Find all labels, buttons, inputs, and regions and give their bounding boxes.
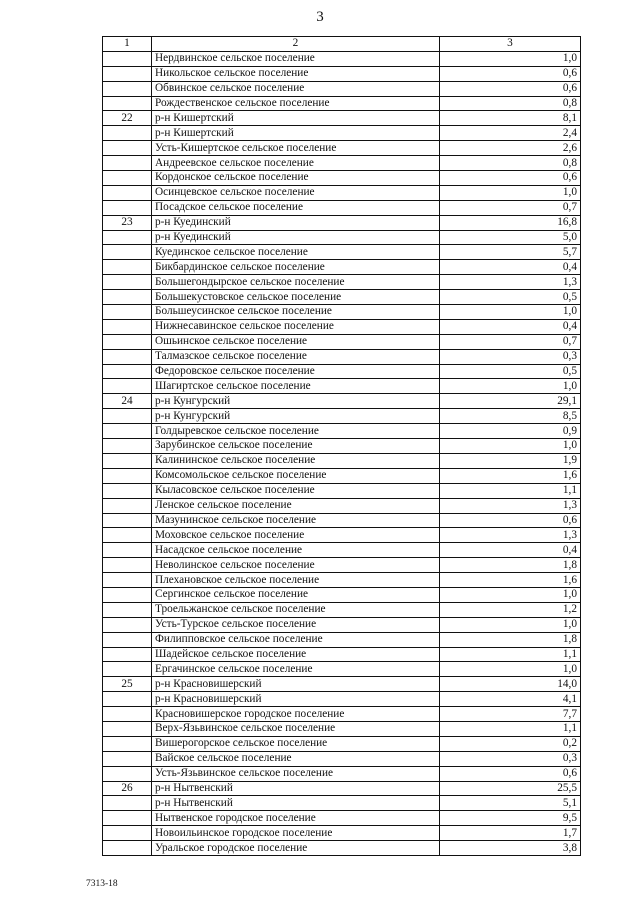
- row-value-cell: 1,0: [440, 587, 581, 602]
- header-col-3: 3: [440, 37, 581, 52]
- table-row: [103, 171, 581, 186]
- row-name-cell: Никольское сельское поселение: [152, 66, 440, 81]
- row-value-cell: 7,7: [440, 707, 581, 722]
- table-row: [103, 424, 581, 439]
- row-name-cell: Калининское сельское поселение: [152, 453, 440, 468]
- row-name-cell: Мазунинское сельское поселение: [152, 513, 440, 528]
- row-value-cell: 1,3: [440, 498, 581, 513]
- row-name-cell: р-н Кишертский: [152, 111, 440, 126]
- row-name-cell: р-н Нытвенский: [152, 781, 440, 796]
- table-row: [103, 200, 581, 215]
- row-value-cell: 0,3: [440, 349, 581, 364]
- row-value-cell: 5,1: [440, 796, 581, 811]
- row-name-cell: Филипповское сельское поселение: [152, 632, 440, 647]
- row-value-cell: 2,4: [440, 126, 581, 141]
- table-row: [103, 632, 581, 647]
- row-value-cell: 1,3: [440, 528, 581, 543]
- row-value-cell: 16,8: [440, 215, 581, 230]
- row-number-cell: 24: [103, 394, 152, 409]
- row-name-cell: Уральское городское поселение: [152, 841, 440, 856]
- row-number-cell: [103, 439, 152, 454]
- row-name-cell: Комсомольское сельское поселение: [152, 468, 440, 483]
- row-name-cell: Ленское сельское поселение: [152, 498, 440, 513]
- row-number-cell: [103, 766, 152, 781]
- row-number-cell: [103, 632, 152, 647]
- table-row: [103, 215, 581, 230]
- row-number-cell: [103, 81, 152, 96]
- row-number-cell: 22: [103, 111, 152, 126]
- row-name-cell: Талмазское сельское поселение: [152, 349, 440, 364]
- table-row: [103, 468, 581, 483]
- row-value-cell: 0,4: [440, 319, 581, 334]
- row-number-cell: [103, 751, 152, 766]
- row-name-cell: Новоильинское городское поселение: [152, 826, 440, 841]
- table-row: [103, 156, 581, 171]
- row-number-cell: [103, 453, 152, 468]
- row-value-cell: 0,5: [440, 364, 581, 379]
- row-number-cell: [103, 513, 152, 528]
- row-name-cell: Нижнесавинское сельское поселение: [152, 319, 440, 334]
- header-row: [103, 37, 581, 52]
- table-row: [103, 81, 581, 96]
- table-row: [103, 126, 581, 141]
- table-row: [103, 781, 581, 796]
- row-value-cell: 1,6: [440, 573, 581, 588]
- table-row: [103, 721, 581, 736]
- row-name-cell: Андреевское сельское поселение: [152, 156, 440, 171]
- row-number-cell: [103, 602, 152, 617]
- row-name-cell: Ошьинское сельское поселение: [152, 334, 440, 349]
- row-name-cell: Обвинское сельское поселение: [152, 81, 440, 96]
- table-row: [103, 439, 581, 454]
- row-name-cell: Кыласовское сельское поселение: [152, 483, 440, 498]
- row-number-cell: [103, 260, 152, 275]
- table-row: [103, 513, 581, 528]
- table-row: [103, 394, 581, 409]
- table-header: [103, 37, 581, 52]
- row-number-cell: [103, 156, 152, 171]
- row-name-cell: Вайское сельское поселение: [152, 751, 440, 766]
- row-name-cell: Верх-Язьвинское сельское поселение: [152, 721, 440, 736]
- row-value-cell: 1,0: [440, 379, 581, 394]
- row-name-cell: Шагиртское сельское поселение: [152, 379, 440, 394]
- row-number-cell: [103, 66, 152, 81]
- row-name-cell: Осинцевское сельское поселение: [152, 185, 440, 200]
- row-number-cell: [103, 662, 152, 677]
- table-row: [103, 379, 581, 394]
- row-number-cell: [103, 617, 152, 632]
- row-value-cell: 1,8: [440, 558, 581, 573]
- row-name-cell: Федоровское сельское поселение: [152, 364, 440, 379]
- row-name-cell: Красновишерское городское поселение: [152, 707, 440, 722]
- table-row: [103, 662, 581, 677]
- table-row: [103, 796, 581, 811]
- table-row: [103, 453, 581, 468]
- row-number-cell: [103, 468, 152, 483]
- table-row: [103, 141, 581, 156]
- row-value-cell: 0,2: [440, 736, 581, 751]
- row-number-cell: [103, 171, 152, 186]
- row-number-cell: [103, 126, 152, 141]
- row-name-cell: Усть-Кишертское сельское поселение: [152, 141, 440, 156]
- table-row: [103, 364, 581, 379]
- table-row: [103, 543, 581, 558]
- row-name-cell: Неволинское сельское поселение: [152, 558, 440, 573]
- table-row: [103, 334, 581, 349]
- row-name-cell: Моховское сельское поселение: [152, 528, 440, 543]
- row-name-cell: Насадское сельское поселение: [152, 543, 440, 558]
- row-value-cell: 1,7: [440, 826, 581, 841]
- header-col-1: 1: [103, 37, 152, 52]
- row-number-cell: [103, 379, 152, 394]
- row-value-cell: 0,7: [440, 334, 581, 349]
- row-number-cell: [103, 96, 152, 111]
- row-number-cell: [103, 51, 152, 66]
- row-number-cell: [103, 736, 152, 751]
- row-number-cell: [103, 230, 152, 245]
- row-number-cell: [103, 558, 152, 573]
- row-name-cell: Плехановское сельское поселение: [152, 573, 440, 588]
- row-name-cell: Бикбардинское сельское поселение: [152, 260, 440, 275]
- row-number-cell: [103, 587, 152, 602]
- row-number-cell: [103, 483, 152, 498]
- row-number-cell: [103, 796, 152, 811]
- row-name-cell: р-н Кишертский: [152, 126, 440, 141]
- row-number-cell: [103, 200, 152, 215]
- table-row: [103, 483, 581, 498]
- table-row: [103, 647, 581, 662]
- table-row: [103, 185, 581, 200]
- row-value-cell: 1,1: [440, 647, 581, 662]
- row-value-cell: 1,9: [440, 453, 581, 468]
- row-value-cell: 1,1: [440, 721, 581, 736]
- row-number-cell: [103, 185, 152, 200]
- table-row: [103, 692, 581, 707]
- row-number-cell: 25: [103, 677, 152, 692]
- table-row: [103, 66, 581, 81]
- table-body: [103, 51, 581, 855]
- table-row: [103, 826, 581, 841]
- row-number-cell: [103, 275, 152, 290]
- row-value-cell: 3,8: [440, 841, 581, 856]
- row-value-cell: 1,2: [440, 602, 581, 617]
- row-value-cell: 0,8: [440, 156, 581, 171]
- row-number-cell: [103, 409, 152, 424]
- row-value-cell: 1,0: [440, 305, 581, 320]
- table-row: [103, 558, 581, 573]
- row-value-cell: 0,6: [440, 66, 581, 81]
- row-number-cell: [103, 364, 152, 379]
- row-name-cell: Нытвенское городское поселение: [152, 811, 440, 826]
- row-value-cell: 29,1: [440, 394, 581, 409]
- table-row: [103, 602, 581, 617]
- row-name-cell: Сергинское сельское поселение: [152, 587, 440, 602]
- row-number-cell: [103, 528, 152, 543]
- row-value-cell: 1,0: [440, 439, 581, 454]
- row-name-cell: Кордонское сельское поселение: [152, 171, 440, 186]
- row-value-cell: 1,0: [440, 185, 581, 200]
- row-value-cell: 8,1: [440, 111, 581, 126]
- row-number-cell: [103, 573, 152, 588]
- table-row: [103, 245, 581, 260]
- row-value-cell: 0,6: [440, 171, 581, 186]
- table-row: [103, 96, 581, 111]
- table-row: [103, 573, 581, 588]
- row-value-cell: 1,3: [440, 275, 581, 290]
- row-name-cell: Большегондырское сельское поселение: [152, 275, 440, 290]
- row-name-cell: р-н Красновишерский: [152, 677, 440, 692]
- row-value-cell: 0,6: [440, 766, 581, 781]
- row-number-cell: 26: [103, 781, 152, 796]
- row-number-cell: [103, 543, 152, 558]
- row-value-cell: 1,8: [440, 632, 581, 647]
- row-value-cell: 14,0: [440, 677, 581, 692]
- page-number: 3: [316, 9, 324, 25]
- row-name-cell: р-н Красновишерский: [152, 692, 440, 707]
- row-value-cell: 0,4: [440, 543, 581, 558]
- row-name-cell: р-н Нытвенский: [152, 796, 440, 811]
- row-value-cell: 0,5: [440, 290, 581, 305]
- row-name-cell: Зарубинское сельское поселение: [152, 439, 440, 454]
- row-value-cell: 1,6: [440, 468, 581, 483]
- row-number-cell: [103, 424, 152, 439]
- row-name-cell: р-н Куединский: [152, 215, 440, 230]
- row-number-cell: [103, 245, 152, 260]
- row-value-cell: 0,3: [440, 751, 581, 766]
- row-number-cell: [103, 707, 152, 722]
- row-name-cell: Посадское сельское поселение: [152, 200, 440, 215]
- table-row: [103, 751, 581, 766]
- table-row: [103, 111, 581, 126]
- row-name-cell: Усть-Язьвинское сельское поселение: [152, 766, 440, 781]
- row-value-cell: 9,5: [440, 811, 581, 826]
- table-row: [103, 290, 581, 305]
- row-value-cell: 1,0: [440, 662, 581, 677]
- row-name-cell: Вишерогорское сельское поселение: [152, 736, 440, 751]
- row-number-cell: [103, 319, 152, 334]
- row-name-cell: Ергачинское сельское поселение: [152, 662, 440, 677]
- row-number-cell: 23: [103, 215, 152, 230]
- row-number-cell: [103, 290, 152, 305]
- row-number-cell: [103, 692, 152, 707]
- row-name-cell: Нердвинское сельское поселение: [152, 51, 440, 66]
- table-row: [103, 528, 581, 543]
- row-value-cell: 4,1: [440, 692, 581, 707]
- table-row: [103, 587, 581, 602]
- row-value-cell: 0,6: [440, 81, 581, 96]
- row-value-cell: 5,0: [440, 230, 581, 245]
- row-name-cell: Усть-Турское сельское поселение: [152, 617, 440, 632]
- row-name-cell: Голдыревское сельское поселение: [152, 424, 440, 439]
- table-row: [103, 319, 581, 334]
- row-name-cell: Троельжанское сельское поселение: [152, 602, 440, 617]
- table-row: [103, 498, 581, 513]
- row-number-cell: [103, 349, 152, 364]
- row-value-cell: 0,4: [440, 260, 581, 275]
- table-row: [103, 260, 581, 275]
- row-number-cell: [103, 647, 152, 662]
- row-name-cell: р-н Куединский: [152, 230, 440, 245]
- row-value-cell: 1,0: [440, 51, 581, 66]
- row-name-cell: Большеусинское сельское поселение: [152, 305, 440, 320]
- row-number-cell: [103, 305, 152, 320]
- row-name-cell: р-н Кунгурский: [152, 394, 440, 409]
- row-value-cell: 1,0: [440, 617, 581, 632]
- row-name-cell: Куединское сельское поселение: [152, 245, 440, 260]
- row-name-cell: Рождественское сельское поселение: [152, 96, 440, 111]
- table-row: [103, 617, 581, 632]
- row-value-cell: 0,8: [440, 96, 581, 111]
- row-number-cell: [103, 334, 152, 349]
- table-row: [103, 841, 581, 856]
- row-value-cell: 5,7: [440, 245, 581, 260]
- row-name-cell: Большекустовское сельское поселение: [152, 290, 440, 305]
- row-number-cell: [103, 498, 152, 513]
- table-row: [103, 275, 581, 290]
- table-row: [103, 677, 581, 692]
- allocation-table: [102, 36, 581, 856]
- row-value-cell: 2,6: [440, 141, 581, 156]
- row-number-cell: [103, 811, 152, 826]
- table-row: [103, 230, 581, 245]
- row-number-cell: [103, 841, 152, 856]
- table-row: [103, 409, 581, 424]
- row-number-cell: [103, 141, 152, 156]
- table-row: [103, 305, 581, 320]
- row-value-cell: 0,9: [440, 424, 581, 439]
- table-row: [103, 349, 581, 364]
- header-col-2: 2: [152, 37, 440, 52]
- row-value-cell: 25,5: [440, 781, 581, 796]
- table-row: [103, 811, 581, 826]
- table-row: [103, 766, 581, 781]
- row-number-cell: [103, 721, 152, 736]
- row-value-cell: 8,5: [440, 409, 581, 424]
- table-row: [103, 51, 581, 66]
- row-value-cell: 0,6: [440, 513, 581, 528]
- row-number-cell: [103, 826, 152, 841]
- row-name-cell: Шадейское сельское поселение: [152, 647, 440, 662]
- row-value-cell: 0,7: [440, 200, 581, 215]
- document-code: 7313-18: [86, 879, 118, 889]
- table-row: [103, 707, 581, 722]
- row-name-cell: р-н Кунгурский: [152, 409, 440, 424]
- row-value-cell: 1,1: [440, 483, 581, 498]
- table-row: [103, 736, 581, 751]
